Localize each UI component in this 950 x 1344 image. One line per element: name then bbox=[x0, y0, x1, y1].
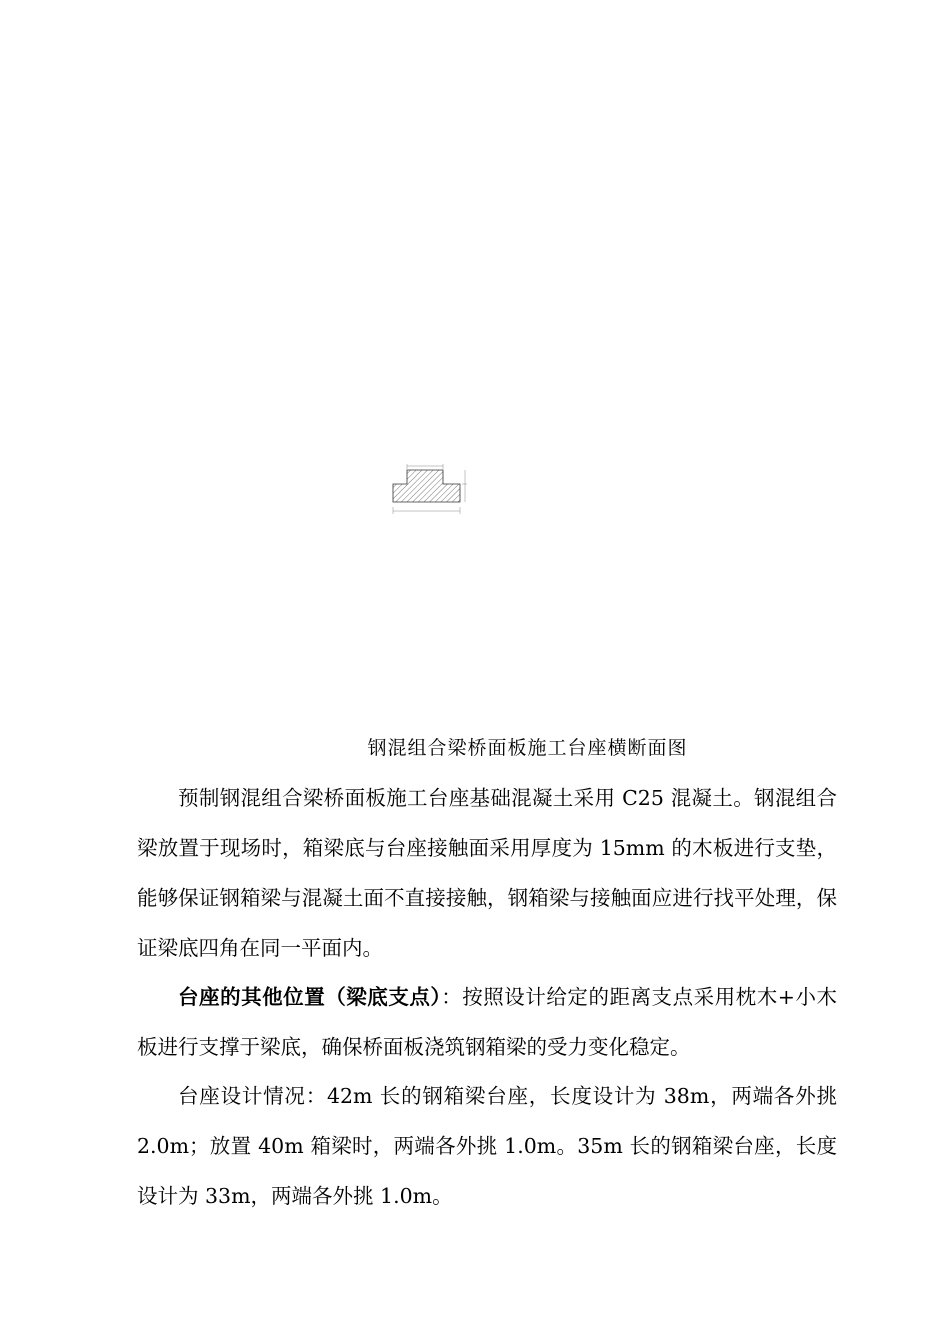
support-points-text: ：按照设计给定的距离支点采用枕木+小木板进行支撑于梁底，确保桥面板浇筑钢箱梁的受力变化稳定。 bbox=[137, 985, 837, 1059]
paragraph-pedestal-design: 台座设计情况：42m 长的钢箱梁台座，长度设计为 38m，两端各外挑 2.0m；放置 40m 箱梁时，两端各外挑 1.0m。35m 长的钢箱梁台座，长度设计为 33m，两端各外挑 1.0m。 bbox=[137, 1084, 837, 1208]
paragraph-pedestal-foundation: 预制钢混组合梁桥面板施工台座基础混凝土采用 C25 混凝土。钢混组合梁放置于现场时，箱梁底与台座接触面采用厚度为 15mm 的木板进行支垫，能够保证钢箱梁与混凝土面不直接接触，钢箱梁与接触面应进行找平处理，保证梁底四角在同一平面内。 bbox=[137, 786, 837, 960]
cross-section-svg bbox=[390, 462, 470, 518]
paragraph-support-points bbox=[137, 972, 837, 1072]
pedestal-section-shape bbox=[393, 470, 460, 502]
pedestal-cross-section-drawing bbox=[390, 462, 470, 518]
support-points-heading: 台座的其他位置（梁底支点） bbox=[178, 985, 442, 1009]
figure-caption: 钢混组合梁桥面板施工台座横断面图 bbox=[367, 737, 688, 759]
